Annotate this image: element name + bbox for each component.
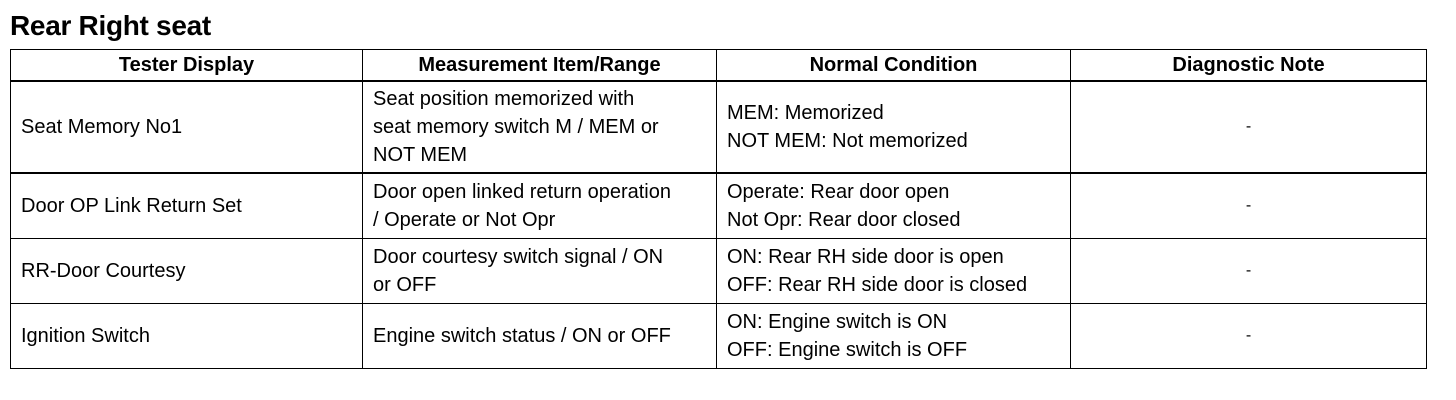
tester-display-cell: Seat Memory No1 — [11, 81, 363, 173]
data-table — [10, 49, 1427, 369]
measurement-line: Engine switch status / ON or OFF — [373, 325, 671, 347]
normal-condition-line: ON: Engine switch is ON — [727, 311, 948, 333]
document-page — [10, 6, 1426, 369]
table-body — [11, 81, 1427, 369]
normal-condition-line: NOT MEM: Not memorized — [727, 130, 968, 152]
table-row — [11, 81, 1427, 173]
measurement-line: seat memory switch M / MEM or — [373, 116, 659, 138]
header-tester-display: Tester Display — [11, 50, 363, 82]
measurement-line: Door open linked return operation — [373, 181, 671, 203]
measurement-line: Door courtesy switch signal / ON — [373, 246, 664, 268]
header-diagnostic-note: Diagnostic Note — [1071, 50, 1427, 82]
normal-condition-line: Not Opr: Rear door closed — [727, 209, 961, 231]
diagnostic-note-cell: - — [1071, 81, 1427, 173]
normal-condition-line: OFF: Rear RH side door is closed — [727, 274, 1028, 296]
diagnostic-note-cell: - — [1071, 173, 1427, 239]
normal-condition-line: MEM: Memorized — [727, 102, 884, 124]
header-measurement-item-range: Measurement Item/Range — [363, 50, 717, 82]
page-title: Rear Right seat — [10, 10, 211, 41]
diagnostic-note-cell: - — [1071, 304, 1427, 369]
table-header — [11, 50, 1427, 82]
normal-condition-cell — [717, 239, 1071, 304]
normal-condition-cell — [717, 81, 1071, 173]
header-row — [11, 50, 1427, 82]
measurement-cell — [363, 239, 717, 304]
measurement-line: Seat position memorized with — [373, 88, 635, 110]
table-row — [11, 173, 1427, 239]
measurement-line: NOT MEM — [373, 144, 468, 166]
table-row — [11, 239, 1427, 304]
table-row — [11, 304, 1427, 369]
diagnostic-note-cell: - — [1071, 239, 1427, 304]
header-normal-condition: Normal Condition — [717, 50, 1071, 82]
measurement-line: or OFF — [373, 274, 437, 296]
measurement-cell — [363, 304, 717, 369]
normal-condition-line: Operate: Rear door open — [727, 181, 950, 203]
tester-display-cell: Ignition Switch — [11, 304, 363, 369]
measurement-line: / Operate or Not Opr — [373, 209, 556, 231]
normal-condition-line: OFF: Engine switch is OFF — [727, 339, 968, 361]
normal-condition-line: ON: Rear RH side door is open — [727, 246, 1004, 268]
tester-display-cell: Door OP Link Return Set — [11, 173, 363, 239]
measurement-cell — [363, 173, 717, 239]
normal-condition-cell — [717, 173, 1071, 239]
normal-condition-cell — [717, 304, 1071, 369]
measurement-cell — [363, 81, 717, 173]
tester-display-cell: RR-Door Courtesy — [11, 239, 363, 304]
